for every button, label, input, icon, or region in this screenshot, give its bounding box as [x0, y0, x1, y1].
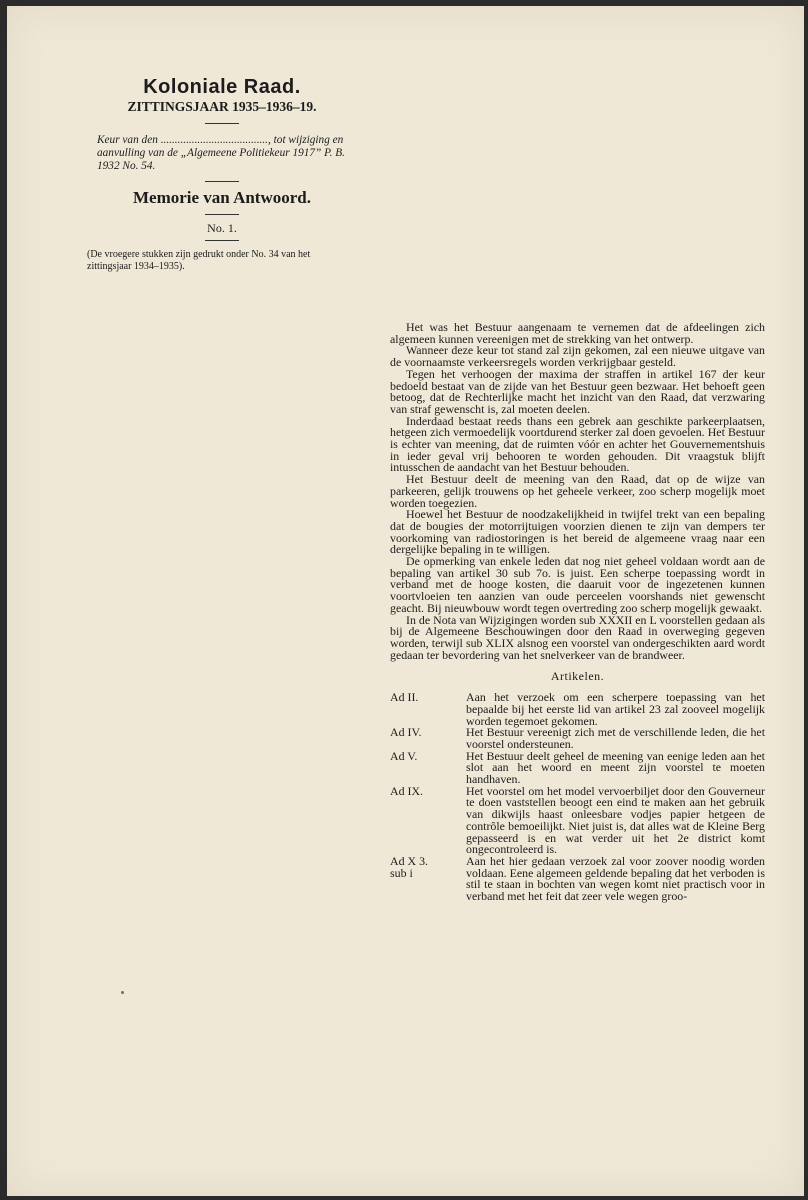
document-number: No. 1. [207, 221, 237, 235]
article-entry [390, 692, 765, 727]
article-text: Aan het verzoek om een scherpere toepassing van het bepaalde bij het eerste lid van artikel 23 zal zooveel mogelijk worden tegemoet gekomen. [466, 690, 765, 728]
divider [205, 123, 239, 124]
paragraph: Het Bestuur deelt de meening van den Raad, dat op de wijze van parkeeren, gelijk trouwens op het geheele verkeer, zoo scherp mogelijk moet worden toegezien. [390, 472, 765, 510]
article-entry [390, 748, 765, 787]
header-block [87, 76, 357, 273]
article-label-block [390, 853, 466, 903]
divider [205, 181, 239, 182]
keur-description: Keur van den ......................................, tot wijziging en aanvulling van de „Algemeene Politiekeur 1917” P. B. 1932 No. 54. [97, 134, 345, 172]
paper-speck [121, 991, 124, 994]
article-label: Ad II. [390, 690, 419, 705]
article-sublabel: sub i [390, 865, 413, 880]
article-label: Ad IX. [390, 783, 424, 798]
paragraph: Hoewel het Bestuur de noodzakelijkheid in twijfel trekt van een bepaling dat de bougies der motorrijtuigen voorzien dienen te zijn van dempers ter voorkoming van radiostoringen is het bereid de algemeene vraag naar een dergelijke bepaling in te willigen. [390, 507, 765, 557]
article-label: Ad V. [390, 748, 418, 763]
reference-note: (De vroegere stukken zijn gedrukt onder No. 34 van het zittingsjaar 1934–1935). [87, 249, 311, 272]
divider [205, 240, 239, 241]
paragraph: Het was het Bestuur aangenaam te vernemen dat de afdeelingen zich algemeen kunnen vereenigen met de strekking van het ontwerp. [390, 320, 765, 346]
paragraph: De opmerking van enkele leden dat nog niet geheel voldaan wordt aan de bepaling van artikel 30 sub 7o. is juist. Een scherpe toepassing wordt in verband met de hooge kosten, die daaruit voor de ingezetenen kunnen voortvloeien ten aanzien van oude perceelen voorshands niet gewenscht geacht. Bij nieuwbouw wordt tegen overtreding zoo scherp mogelijk gewaakt. [390, 554, 765, 615]
council-title: Koloniale Raad. [143, 76, 301, 98]
article-text: Het Bestuur vereenigt zich met de verschillende leden, die het voorstel ondersteunen. [466, 725, 765, 751]
article-entry [390, 727, 765, 750]
section-heading: Artikelen. [550, 669, 605, 684]
divider [205, 214, 239, 215]
article-label: Ad X 3. [390, 853, 428, 868]
paragraph: Tegen het verhoogen der maxima der straffen in artikel 167 der keur bedoeld bestaat van de zijde van het Bestuur geen bezwaar. Het behoeft geen betoog, dat de Rechterlijke macht het inzicht van den Raad, dat verzwaring van straf gewenscht is, zal moeten deelen. [390, 366, 765, 416]
article-entry [390, 783, 765, 857]
paragraph: Wanneer deze keur tot stand zal zijn gekomen, zal een nieuwe uitgave van de voornaamste verkeersregels worden verkrijgbaar gesteld. [390, 343, 765, 370]
session-year: ZITTINGSJAAR 1935–1936–19. [127, 99, 317, 114]
body-text [390, 322, 765, 903]
document-page [7, 6, 804, 1196]
article-text: Aan het hier gedaan verzoek zal voor zoover noodig worden voldaan. Eene algemeen geldende bepaling dat het verboden is stil te staan in bochten van wegen komt niet practisch voor in verband met het feit dat zeer vele wegen groo- [466, 853, 765, 904]
paragraph: In de Nota van Wijzigingen worden sub XXXII en L voorstellen gedaan als bij de Algemeene Beschouwingen door den Raad in overweging gegeven worden, terwijl sub XLIX alsnog een voorstel van ondergeschikten aard wordt gedaan ter bevordering van het snelverkeer van de brandweer. [390, 612, 765, 662]
document-title: Memorie van Antwoord. [132, 188, 311, 207]
article-label: Ad IV. [390, 725, 422, 740]
article-entry [390, 853, 765, 904]
article-text: Het Bestuur deelt geheel de meening van eenige leden aan het slot aan het woord en meent zijn voorstel te moeten handhaven. [466, 748, 765, 787]
article-text: Het voorstel om het model vervoerbiljet door den Gouverneur te doen vaststellen beoogt een eind te maken aan het gebruik van dikwijls haast onleesbare vodjes papier hetgeen de contrôle bemoeilijkt. Niet juist is, dat alles wat de Kleine Berg gepasseerd is en wat verder uit het 2e district komt ongecontroleerd is. [466, 783, 765, 857]
paragraph: Inderdaad bestaat reeds thans een gebrek aan geschikte parkeerplaatsen, hetgeen zich vermoedelijk voortdurend sterker zal doen gevoelen. Het Bestuur is echter van meening, dat de ruimten vóór en achter het Gouvernementshuis in ieder geval vrij behooren te worden gehouden. Dit vraagstuk blijft intusschen de aandacht van het Bestuur behouden. [390, 413, 765, 475]
